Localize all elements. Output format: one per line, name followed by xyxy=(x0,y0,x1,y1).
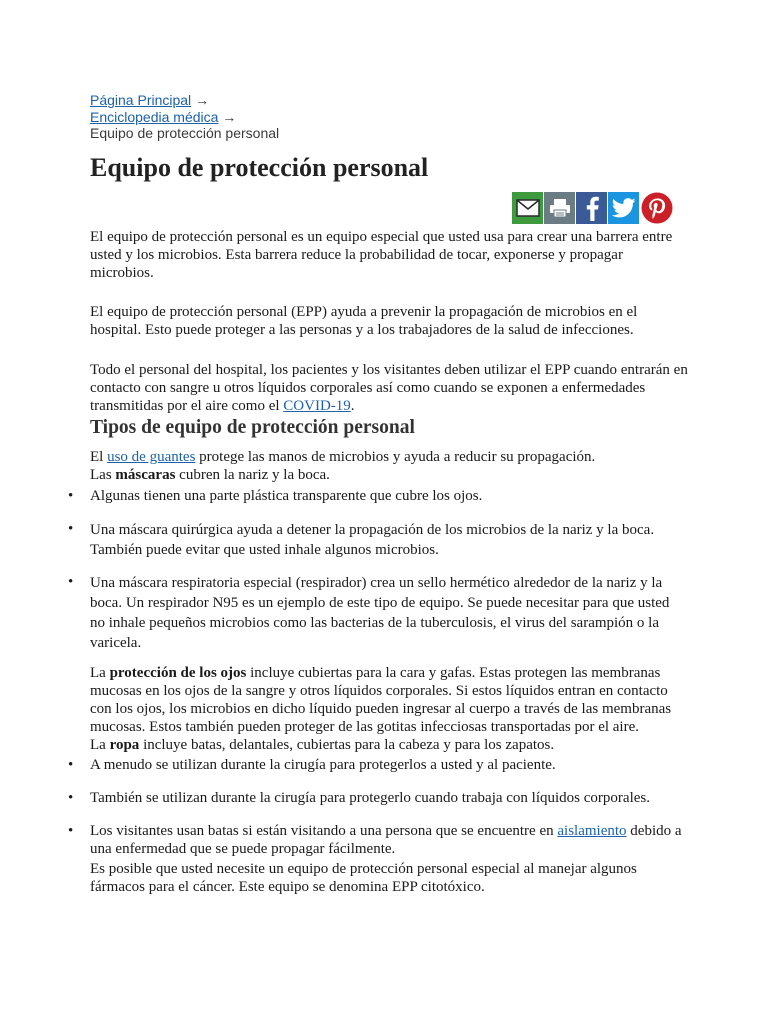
breadcrumb-arrow: → xyxy=(222,108,237,125)
clothing-intro: La ropa incluye batas, delantales, cubiertas para la cabeza y para los zapatos. xyxy=(90,737,555,753)
bullet-dot: • xyxy=(68,757,74,773)
gloves-link[interactable]: uso de guantes xyxy=(107,449,196,465)
eyes-paragraph: La protección de los ojos incluye cubiertas para la cara y gafas. Estas protegen las membranas mucosas en los ojos de la sangre y otros líquidos corporales. Si estos líquidos entran en contacto con los ojos, los microbios en dicho líquido pueden ingresar al cuerpo a través de las membranas mucosas. Estos también pueden proteger de las gotitas infecciosas transportadas por el aire. La ropa incluye batas, delantales, cubiertas para la cabeza y para los zapatos. xyxy=(90,664,690,754)
page-title: Equipo de protección personal xyxy=(90,153,429,182)
print-icon xyxy=(549,198,571,218)
twitter-share-button[interactable] xyxy=(608,192,639,224)
email-share-button[interactable] xyxy=(512,192,543,224)
bullet-dot: • xyxy=(68,574,74,590)
pinterest-share-button[interactable] xyxy=(640,192,674,224)
twitter-icon xyxy=(612,198,636,218)
isolation-link[interactable]: aislamiento xyxy=(557,823,627,839)
bullet-dot: • xyxy=(68,823,74,839)
breadcrumb-home-link[interactable]: Página Principal xyxy=(90,92,192,108)
bullet-dot: • xyxy=(68,790,74,806)
breadcrumb xyxy=(90,92,279,142)
facebook-icon xyxy=(584,195,600,221)
breadcrumb-encyclopedia-link[interactable]: Enciclopedia médica xyxy=(90,108,219,125)
print-button[interactable] xyxy=(544,192,575,224)
intro-paragraph-1: El equipo de protección personal es un equipo especial que usted usa para crear una barrera entre usted y los microbios. Esta barrera reduce la probabilidad de tocar, exponerse y propagar microbios. xyxy=(90,229,673,281)
bullet-dot: • xyxy=(68,488,74,504)
share-bar xyxy=(512,192,674,224)
masks-intro: Las máscaras cubren la nariz y la boca. xyxy=(90,467,330,483)
breadcrumb-arrow: → xyxy=(195,92,210,108)
final-paragraph: Es posible que usted necesite un equipo de protección personal especial al manejar algunos fármacos para el cáncer. Este equipo se denomina EPP citotóxico. xyxy=(90,861,637,895)
bullet-dot: • xyxy=(68,521,74,537)
covid19-link[interactable]: COVID-19 xyxy=(283,398,351,414)
email-icon xyxy=(516,199,540,217)
gloves-paragraph: El uso de guantes protege las manos de microbios y ayuda a reducir su propagación. Las máscaras cubren la nariz y la boca. xyxy=(90,448,690,484)
section-heading: Tipos de equipo de protección personal xyxy=(90,417,415,438)
pinterest-icon xyxy=(641,192,673,224)
intro-paragraph-2: El equipo de protección personal (EPP) ayuda a prevenir la propagación de microbios en el hospital. Esto puede proteger a las personas y a los trabajadores de la salud de infecciones. xyxy=(90,304,638,338)
intro-paragraph-3: Todo el personal del hospital, los pacientes y los visitantes deben utilizar el EPP cuando entrarán en contacto con sangre u otros líquidos corporales así como cuando se exponen a enfermedades transmitidas por el aire como el COVID-19. xyxy=(90,362,688,414)
page: Página Principal → Enciclopedia médica → Equipo de protección personal Equipo de protección personal El equipo de protección personal es un equipo especial que usted usa para crear una barrera entre usted y los microbios. Esta barrera reduce la probabilidad de tocar, exponerse y propagar microbios. El equipo de protección personal (EPP) ayuda a prevenir la propagación de microbios en el hospital. Esto puede proteger a las personas y a los trabajadores de la salud de infecciones. Todo el personal del hospital, los pacientes y los visitantes deben utilizar el EPP cuando entrarán en contacto con sangre u otros líquidos corporales así como cuando se exponen a enfermedades transmitidas por el aire como el COVID-19. Tipos de equipo de protección personal El uso de guantes protege las manos de microbios y ayuda a reducir su propagación. Las máscaras cubren la nariz y la boca. • Algunas tienen una parte plástica transparente que cubre los ojos. • Una máscara quirúrgica ayuda a detener la propagación de los microbios de la nariz y la boca. También puede evitar que usted inhale algunos microbios. • Una máscara respiratoria especial (respirador) crea un sello hermético alrededor de la nariz y la boca. Un respirador N95 es un ejemplo de este tipo de equipo. Se puede necesitar para que usted no inhale pequeños microbios como las bacterias de la tuberculosis, el virus del sarampión o la varicela. La protección de los ojos incluye cubiertas para la cara y gafas. Estas protegen las membranas mucosas en los ojos de la sangre y otros líquidos corporales. Si estos líquidos entran en contacto con los ojos, los microbios en dicho líquido pueden ingresar al cuerpo a través de las membranas mucosas. Estos también pueden proteger de las gotitas infecciosas transportadas por el aire. La ropa incluye batas, delantales, cubiertas para la cabeza y para los zapatos. • A menudo se utilizan durante la cirugía para protegerlos a usted y al paciente. • También se utilizan durante la cirugía para protegerlo cuando trabaja con líquidos corporales. • Los visitantes usan batas si están visitando a una persona que se encuentre en aislamiento debido a una enfermedad que se puede propagar fácilmente. Es posible que usted necesite un equipo de protección personal especial al manejar algunos fármacos para el cáncer. Este equipo se denomina EPP citotóxico. xyxy=(0,0,768,1024)
facebook-share-button[interactable] xyxy=(576,192,607,224)
breadcrumb-current: Equipo de protección personal xyxy=(90,125,280,141)
